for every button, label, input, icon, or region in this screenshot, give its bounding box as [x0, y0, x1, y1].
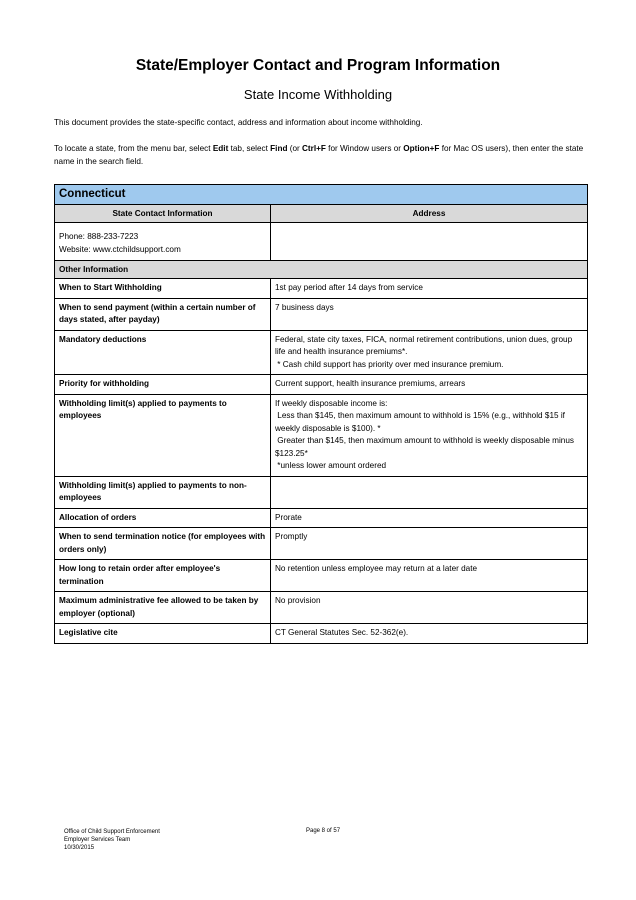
footer [64, 828, 160, 852]
info-row [55, 508, 588, 528]
info-label: Priority for withholding [55, 375, 271, 395]
intro-bold-optionf: Option+F [403, 144, 440, 153]
page-number: Page 8 of 57 [306, 828, 341, 834]
column-header-row [55, 205, 588, 223]
info-value [271, 298, 588, 330]
info-value-line: Less than $145, then maximum amount to withhold is 15% (e.g., withhold $15 if weekly disposable is $100). * [275, 411, 568, 433]
info-value-line: * Cash child support has priority over med insurance premium. [275, 359, 504, 369]
contact-row [55, 223, 588, 261]
column-header-address: Address [271, 205, 588, 223]
intro-text: (or [287, 144, 303, 153]
info-value-line: 1st pay period after 14 days from service [275, 283, 423, 292]
contact-cell [55, 223, 271, 261]
info-row [55, 375, 588, 395]
info-value-line: CT General Statutes Sec. 52-362(e). [275, 628, 409, 637]
state-name: Connecticut [55, 185, 588, 205]
contact-phone: Phone: 888-233-7223 [59, 232, 139, 241]
info-value-line: No retention unless employee may return at a later date [275, 564, 478, 573]
intro-bold-find: Find [270, 144, 288, 153]
info-value-line: *unless lower amount ordered [275, 461, 387, 470]
other-info-header-row [55, 261, 588, 279]
intro-bold-edit: Edit [212, 144, 229, 153]
intro-text: for Mac OS users), then enter the state name in the search field. [54, 144, 584, 166]
footer-date: 10/30/2015 [64, 845, 95, 851]
contact-website: Website: www.ctchildsupport.com [59, 244, 181, 254]
info-value [271, 528, 588, 560]
info-row [55, 394, 588, 476]
info-value-line: 7 business days [275, 302, 334, 312]
info-value [271, 394, 588, 476]
state-info-table [54, 184, 588, 644]
info-value-line: Promptly [275, 532, 308, 541]
intro-text: tab, select [228, 144, 271, 153]
info-row [55, 624, 588, 644]
info-value-line: No provision [275, 596, 321, 605]
info-value [271, 476, 588, 508]
info-label: Mandatory deductions [55, 330, 271, 375]
info-value [271, 279, 588, 299]
info-value [271, 560, 588, 592]
info-value [271, 592, 588, 624]
info-row [55, 476, 588, 508]
page-subtitle: State Income Withholding [243, 87, 393, 102]
info-label: When to send termination notice (for employees with orders only) [55, 528, 271, 560]
info-label: When to send payment (within a certain number of days stated, after payday) [55, 298, 271, 330]
info-label: When to Start Withholding [55, 279, 271, 299]
info-row [55, 330, 588, 375]
info-row [55, 298, 588, 330]
intro-bold-ctrlf: Ctrl+F [302, 144, 326, 153]
info-label: Withholding limit(s) applied to payments to non-employees [55, 476, 271, 508]
column-header-contact: State Contact Information [55, 205, 271, 223]
intro-text: for Window users or [325, 144, 404, 153]
info-label: How long to retain order after employee's termination [55, 560, 271, 592]
info-value [271, 508, 588, 528]
info-value-line: Federal, state city taxes, FICA, normal retirement contributions, union dues, group life and health insurance premiums*. [275, 334, 575, 356]
footer-team: Employer Services Team [64, 837, 131, 843]
intro-paragraph-1: This document provides the state-specific contact, address and information about income withholding. [54, 118, 423, 127]
info-row [55, 279, 588, 299]
other-info-header: Other Information [55, 261, 588, 279]
info-label: Maximum administrative fee allowed to be taken by employer (optional) [55, 592, 271, 624]
info-value [271, 624, 588, 644]
state-header-row [55, 185, 588, 205]
info-value-line: Current support, health insurance premiums, arrears [275, 379, 466, 388]
info-value [271, 375, 588, 395]
info-label: Legislative cite [55, 624, 271, 644]
info-value-line: Greater than $145, then maximum amount to withhold is weekly disposable minus $123.25* [275, 436, 577, 458]
info-label: Withholding limit(s) applied to payments to employees [55, 394, 271, 476]
page-title: State/Employer Contact and Program Information [135, 57, 501, 74]
info-value-line: If weekly disposable income is: [275, 398, 388, 408]
info-label: Allocation of orders [55, 508, 271, 528]
info-value-line: Prorate [275, 512, 302, 522]
info-row [55, 560, 588, 592]
info-value [271, 330, 588, 375]
footer-office: Office of Child Support Enforcement [64, 829, 160, 835]
intro-paragraph-2 [54, 143, 584, 168]
info-row [55, 592, 588, 624]
address-cell [271, 223, 588, 261]
info-row [55, 528, 588, 560]
intro-text: To locate a state, from the menu bar, select [54, 144, 213, 153]
